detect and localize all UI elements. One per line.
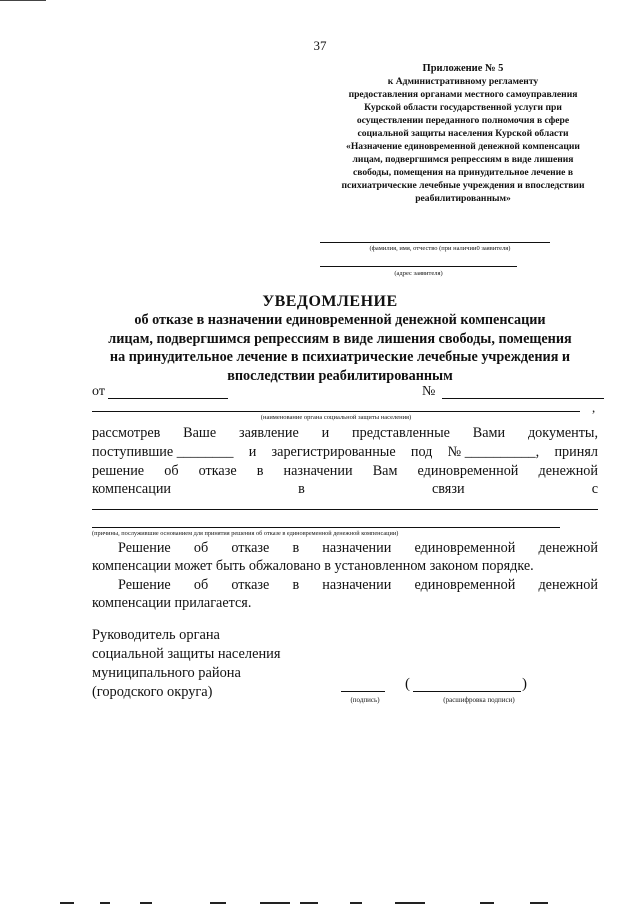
annex-title: Приложение № 5 [422, 63, 504, 74]
annex-line: «Назначение единовременной денежной компенсации [346, 141, 580, 152]
word: отказе [231, 577, 270, 593]
word: единовременной [414, 577, 516, 593]
scan-corner-mark [0, 0, 46, 4]
word: Решение [118, 540, 171, 556]
reason-caption: (причины, послужившие основанием для принятия решения об отказе в единовременной денежной компенсации) [92, 530, 399, 537]
page-number: 37 [313, 38, 327, 53]
applicant-name-caption: (фамилия, имя, отчество (при наличии0 заявителя) [369, 245, 511, 252]
appeal-line-1 [118, 540, 598, 557]
body-line-3 [92, 463, 598, 480]
notice-subtitle [70, 311, 610, 385]
signatory-block [92, 626, 280, 702]
word: денежной [538, 540, 598, 556]
word: Решение [118, 577, 171, 593]
appeal-line-2: компенсации может быть обжаловано в установленном законом порядке. [92, 558, 534, 574]
word: назначении [322, 540, 392, 556]
organization-caption: (наименование органа социальной защиты населения) [260, 414, 412, 421]
annex-line: к Административному регламенту [387, 76, 539, 87]
reason-field-line-1[interactable] [92, 509, 598, 510]
word: Ваше [183, 425, 217, 441]
organization-field[interactable] [92, 411, 580, 412]
body-line-2 [92, 444, 598, 461]
word: об [193, 540, 209, 556]
word: назначении [283, 463, 353, 479]
word: денежной [538, 463, 598, 479]
subtitle-line: лицам, подвергшимся репрессиям в виде лишения свободы, помещения [108, 330, 572, 347]
decode-close-paren: ) [522, 676, 527, 692]
word: об [193, 577, 209, 593]
signatory-line: Руководитель органа [92, 627, 220, 643]
received-date-field[interactable]: поступившие ________ [92, 444, 234, 460]
attachment-line-1 [118, 577, 598, 594]
word: денежной [538, 577, 598, 593]
word: связи [432, 481, 465, 497]
word: отказе [231, 540, 270, 556]
word: и [248, 444, 257, 460]
annex-line: лицам, подвергшимся репрессиям в виде лишения [352, 154, 574, 165]
number-label: № [422, 384, 436, 399]
word: в [292, 540, 300, 556]
date-field[interactable] [108, 398, 228, 399]
reason-field-line-2[interactable] [92, 527, 560, 528]
signature-caption: (подпись) [350, 696, 380, 704]
subtitle-line: об отказе в назначении единовременной денежной компенсации [134, 312, 546, 328]
annex-line: социальной защиты населения Курской области [357, 128, 569, 139]
annex-line: свободы, помещения на принудительное лечение в [352, 167, 574, 178]
decode-open-paren: ( [405, 676, 410, 692]
word: назначении [322, 577, 392, 593]
subtitle-line: на принудительное лечение в психиатрические лечебные учреждения и [109, 349, 571, 366]
word: Вами [472, 425, 506, 441]
signatory-line: (городского округа) [92, 684, 213, 700]
subtitle-line: впоследствии реабилитированным [227, 367, 453, 384]
word: в [292, 577, 300, 593]
word: в [256, 463, 264, 479]
word: об [164, 463, 179, 479]
body-line-4 [92, 481, 598, 498]
applicant-address-field[interactable] [320, 266, 517, 267]
word: единовременной [414, 540, 516, 556]
signatory-line: муниципального района [92, 665, 241, 681]
word: принял [554, 444, 598, 460]
annex-line: Курской области государственной услуги при [364, 102, 562, 113]
signature-field[interactable] [341, 691, 385, 692]
signatory-line: социальной защиты населения [92, 646, 281, 662]
notice-title: УВЕДОМЛЕНИЕ [262, 293, 398, 310]
attachment-line-2: компенсации прилагается. [92, 595, 252, 611]
word: и [321, 425, 330, 441]
word: рассмотрев [92, 425, 161, 441]
registration-number-field[interactable]: № __________, [447, 444, 540, 460]
word: представленные [352, 425, 450, 441]
word: Вам [372, 463, 398, 479]
word: под [410, 444, 433, 460]
word: компенсации [92, 481, 172, 497]
word: отказе [198, 463, 237, 479]
signature-decode-caption: (расшифровка подписи) [443, 696, 515, 704]
word: решение [92, 463, 145, 479]
signature-decode-field[interactable] [413, 691, 521, 692]
applicant-name-field[interactable] [320, 242, 550, 243]
from-label: от [92, 384, 105, 399]
word: в [298, 481, 305, 497]
number-field[interactable] [442, 398, 604, 399]
word: с [591, 481, 598, 497]
annex-line: реабилитированным» [415, 193, 511, 204]
applicant-address-caption: (адрес заявителя) [394, 270, 443, 277]
annex-header [318, 62, 608, 205]
word: документы, [527, 425, 598, 441]
annex-line: психиатрические лечебные учреждения и впоследствии [341, 180, 585, 191]
word: зарегистрированные [271, 444, 396, 460]
body-line-1 [92, 425, 598, 442]
annex-line: предоставления органами местного самоуправления [348, 89, 578, 100]
word: заявление [238, 425, 299, 441]
annex-line: осуществлении переданного полномочия в сфере [356, 115, 570, 126]
organization-comma: , [592, 400, 596, 415]
word: единовременной [417, 463, 519, 479]
